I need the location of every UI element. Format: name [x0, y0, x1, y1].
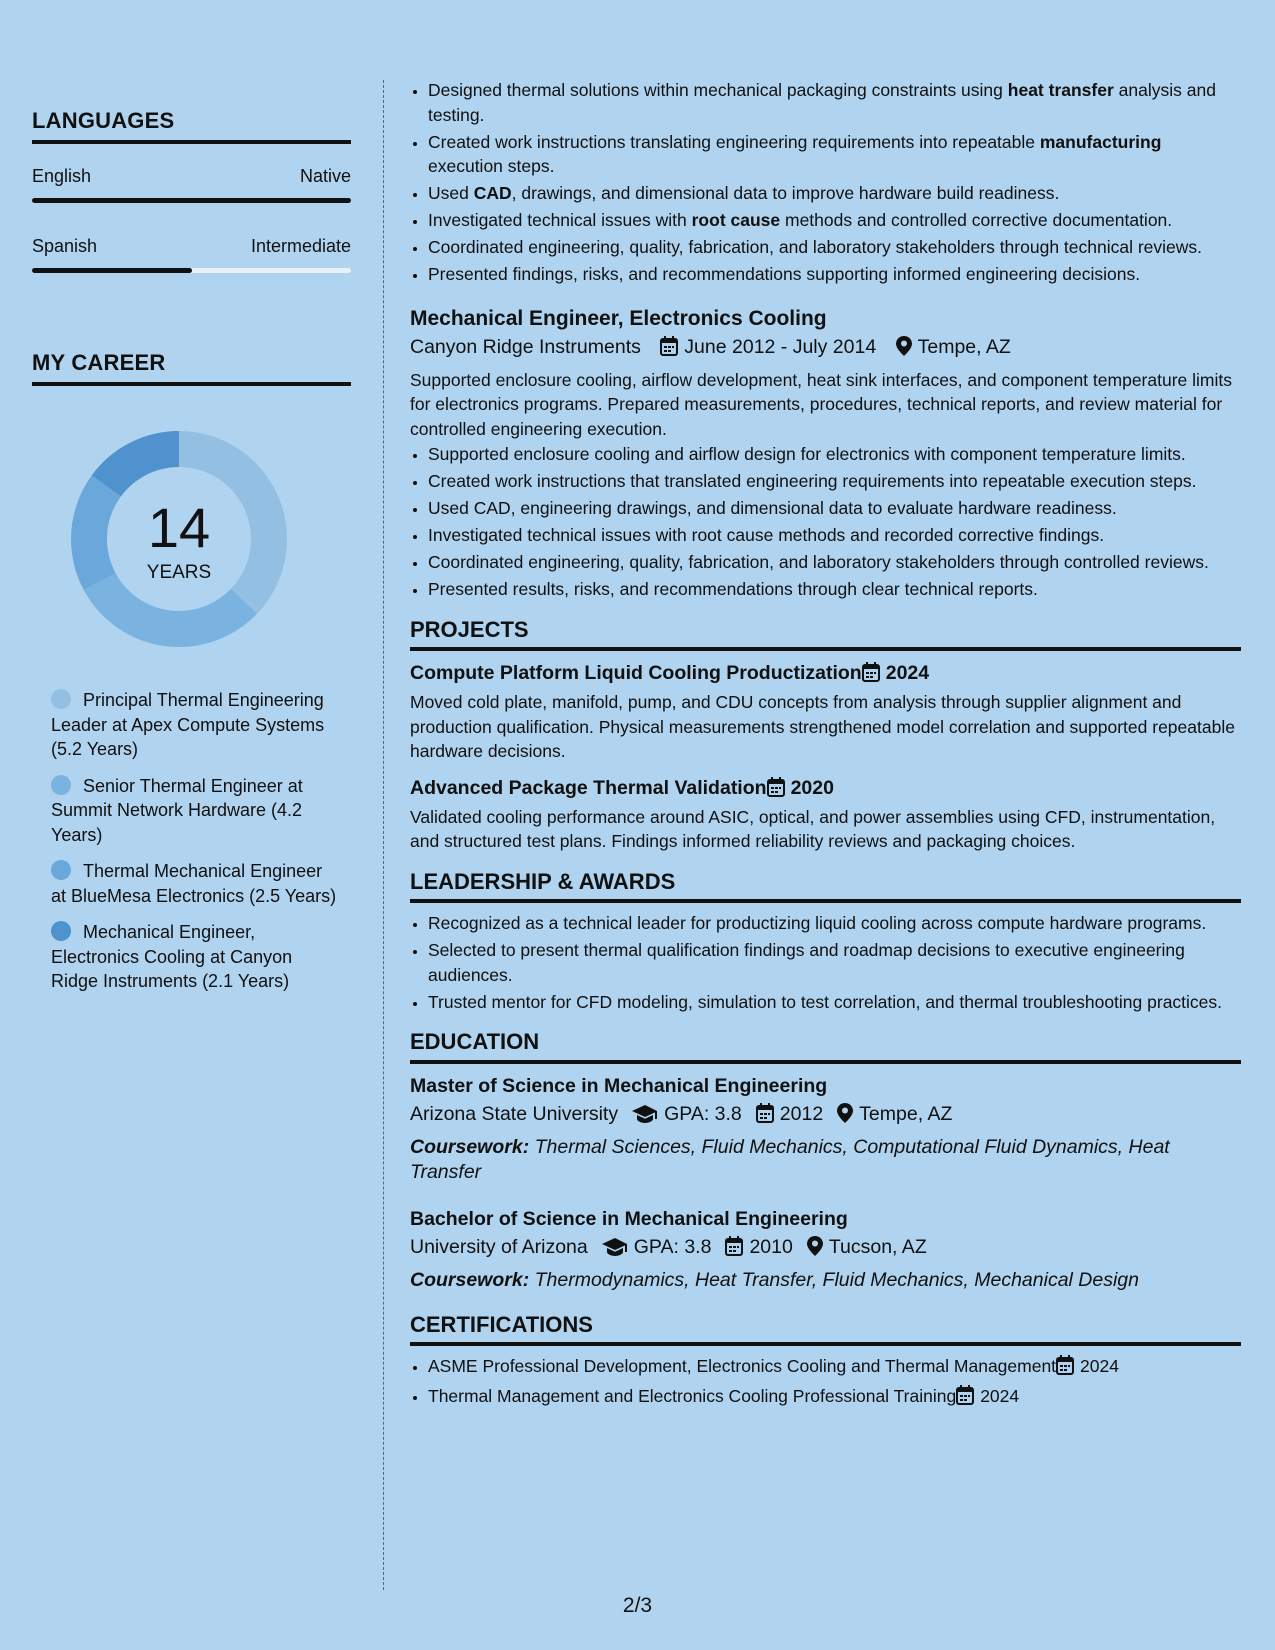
school-name: Arizona State University [410, 1102, 619, 1125]
languages-heading: LANGUAGES [32, 108, 351, 144]
degree-title: Master of Science in Mechanical Engineering [410, 1074, 828, 1097]
projects-heading: PROJECTS [410, 618, 1241, 652]
language-row-spanish [32, 236, 351, 257]
graduation-cap-icon [602, 1236, 628, 1264]
language-bar-fill [32, 268, 192, 273]
calendar-icon [956, 1385, 974, 1412]
bullet-item: • Created work instructions translating engineering requirements into repeatable manufacturing execution steps. [428, 130, 1241, 179]
language-name: Spanish [32, 236, 98, 256]
total-years-label: YEARS [146, 562, 212, 583]
gpa: GPA: 3.8 [664, 1102, 742, 1125]
project-title [410, 774, 1241, 805]
legend-dot [51, 860, 71, 880]
bullet-item: • Supported enclosure cooling and airflow design for electronics with component temperature limits. [428, 442, 1241, 467]
school-location: Tempe, AZ [859, 1102, 953, 1125]
project-name: Advanced Package Thermal Validation [410, 776, 767, 799]
coursework [410, 1135, 1241, 1185]
degree-title: Bachelor of Science in Mechanical Engineering [410, 1207, 848, 1230]
career-donut-chart [66, 426, 292, 652]
graduation-cap-icon [632, 1103, 658, 1131]
career-legend-item [51, 859, 341, 908]
legend-dot [51, 921, 71, 941]
projects-list [410, 659, 1241, 854]
coursework-list: Thermal Sciences, Fluid Mechanics, Computational Fluid Dynamics, Heat Transfer [410, 1135, 1170, 1183]
total-years-value: 14 [147, 496, 211, 559]
project-title [410, 659, 1241, 690]
calendar-icon [862, 662, 880, 690]
language-bar-english [32, 198, 351, 203]
career-heading: MY CAREER [32, 350, 351, 386]
graduation-year: 2010 [749, 1235, 793, 1258]
job-location: Tempe, AZ [917, 335, 1011, 358]
previous-job-bullets [410, 78, 1241, 287]
coursework-list: Thermodynamics, Heat Transfer, Fluid Mechanics, Mechanical Design [534, 1268, 1140, 1291]
bullet-item: • Designed thermal solutions within mechanical packaging constraints using heat transfer analysis and testing. [428, 78, 1241, 127]
job-summary: Supported enclosure cooling, airflow development, heat sink interfaces, and component temperature limits for electronics programs. Prepared measurements, procedures, technical reports, and review material for controlled engineering execution. [410, 369, 1232, 439]
bullet-item: • Created work instructions that translated engineering requirements into repeatable execution steps. [428, 469, 1241, 494]
bullet-item: • Investigated technical issues with root cause methods and recorded corrective findings. [428, 523, 1241, 548]
bullet-item: • Investigated technical issues with root cause methods and controlled corrective documentation. [428, 208, 1241, 233]
donut-center [66, 426, 292, 652]
legend-dot [51, 689, 71, 709]
education-heading: EDUCATION [410, 1030, 1241, 1064]
career-legend-item [51, 920, 341, 994]
project-year: 2020 [790, 776, 834, 799]
graduation-year: 2012 [779, 1102, 824, 1125]
career-legend-label: Principal Thermal Engineering Leader at Apex Compute Systems (5.2 Years) [51, 690, 325, 759]
certification-name: Thermal Management and Electronics Cooling Professional Training [428, 1386, 957, 1406]
career-legend [51, 688, 341, 1006]
certification-year: 2024 [1080, 1356, 1119, 1376]
certifications-heading: CERTIFICATIONS [410, 1313, 1241, 1347]
certifications-list [410, 1354, 1241, 1412]
bold-keyword: root cause [691, 210, 781, 230]
map-pin-icon [896, 336, 912, 364]
project-description: Moved cold plate, manifold, pump, and CDU concepts from analysis through supplier alignment and production qualification. Physical measurements strengthened model correlation and supported repeatable hardware decisions. [410, 692, 1235, 761]
job-dates: June 2012 - July 2014 [684, 335, 877, 358]
gpa: GPA: 3.8 [633, 1235, 712, 1258]
legend-dot [51, 775, 71, 795]
bullet-item: • Trusted mentor for CFD modeling, simulation to test correlation, and thermal troubleshooting practices. [428, 990, 1241, 1015]
map-pin-icon [807, 1236, 823, 1264]
calendar-icon [725, 1236, 743, 1264]
bold-keyword: heat transfer [1007, 80, 1114, 100]
leadership-heading: LEADERSHIP & AWARDS [410, 870, 1241, 904]
school-name: University of Arizona [410, 1235, 588, 1258]
project-item [410, 774, 1241, 854]
bold-keyword: CAD [473, 183, 512, 203]
calendar-icon [756, 1103, 774, 1131]
certification-item [428, 1354, 1241, 1382]
map-pin-icon [837, 1103, 853, 1131]
bullet-item: • Selected to present thermal qualification findings and roadmap decisions to executive engineering audiences. [428, 938, 1241, 987]
career-legend-item [51, 774, 341, 848]
language-name: English [32, 166, 92, 186]
school-location: Tucson, AZ [828, 1235, 927, 1258]
education-item [410, 1205, 1241, 1293]
project-name: Compute Platform Liquid Cooling Productization [410, 662, 862, 684]
leadership-list [410, 911, 1241, 1014]
project-year: 2024 [885, 662, 930, 684]
job-bullets [410, 442, 1241, 602]
career-legend-label: Mechanical Engineer, Electronics Cooling at Canyon Ridge Instruments (2.1 Years) [51, 922, 293, 991]
job-company: Canyon Ridge Instruments [410, 335, 641, 358]
calendar-icon [767, 777, 785, 805]
bullet-item: • Presented results, risks, and recommendations through clear technical reports. [428, 577, 1241, 602]
language-bar-fill [32, 198, 351, 203]
bullet-item: • Coordinated engineering, quality, fabrication, and laboratory stakeholders through technical reviews. [428, 235, 1241, 260]
education-meta [410, 1233, 1241, 1264]
education-item [410, 1072, 1241, 1185]
calendar-icon [1056, 1355, 1074, 1382]
bullet-item: • Used CAD, drawings, and dimensional data to improve hardware build readiness. [428, 181, 1241, 206]
education-list [410, 1072, 1241, 1293]
job-meta [410, 333, 1241, 364]
language-row-english [32, 166, 351, 187]
page-number: 2/3 [622, 1594, 653, 1617]
bold-keyword: manufacturing [1039, 131, 1162, 152]
career-legend-item [51, 688, 341, 762]
career-legend-label: Thermal Mechanical Engineer at BlueMesa Electronics (2.5 Years) [51, 861, 337, 906]
certification-year: 2024 [980, 1386, 1020, 1406]
bullet-item: • Coordinated engineering, quality, fabrication, and laboratory stakeholders through controlled reviews. [428, 550, 1241, 575]
calendar-icon [660, 336, 678, 364]
coursework [410, 1268, 1241, 1293]
language-level: Intermediate [250, 236, 351, 256]
bullet-item: • Recognized as a technical leader for productizing liquid cooling across compute hardware programs. [428, 911, 1241, 936]
column-divider [383, 80, 384, 1590]
language-bar-spanish [32, 268, 351, 273]
project-item [410, 659, 1241, 764]
career-legend-label: Senior Thermal Engineer at Summit Network Hardware (4.2 Years) [51, 775, 303, 845]
coursework-label: Coursework: [410, 1135, 530, 1158]
certification-item [428, 1384, 1241, 1412]
project-description: Validated cooling performance around ASIC, optical, and power assemblies using CFD, instrumentation, and structured test plans. Findings informed reliability reviews and packaging choices. [410, 806, 1216, 851]
certification-name: ASME Professional Development, Electronics Cooling and Thermal Management [428, 1356, 1057, 1376]
coursework-label: Coursework: [410, 1268, 530, 1291]
education-meta [410, 1100, 1241, 1131]
language-level: Native [299, 166, 351, 186]
bullet-item: • Used CAD, engineering drawings, and dimensional data to evaluate hardware readiness. [428, 496, 1241, 521]
right-column [410, 78, 1241, 1414]
job-title: Mechanical Engineer, Electronics Cooling [410, 306, 827, 330]
bullet-item: • Presented findings, risks, and recommendations supporting informed engineering decisions. [428, 262, 1241, 287]
